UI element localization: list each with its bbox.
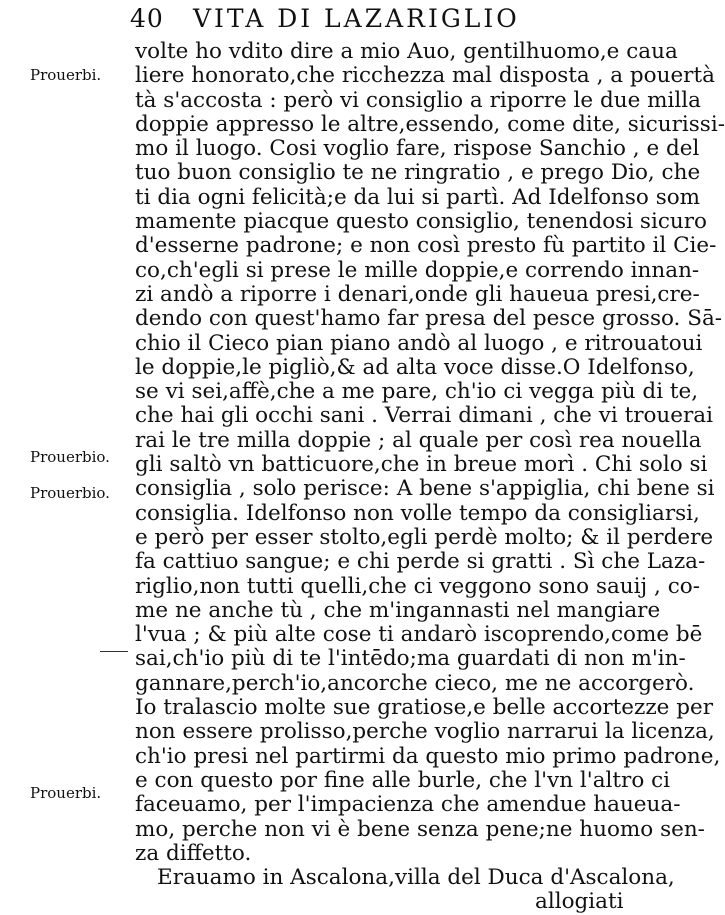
text-line: dendo con quest'hamo far presa del pesce grosso. Sā- <box>135 306 723 332</box>
text-line: riglio,non tutti quelli,che ci veggono sono sauij , co- <box>135 573 700 599</box>
text-line: sai,ch'io più di te l'intēdo;ma guardati di non m'in- <box>135 646 686 672</box>
page-header <box>130 4 570 40</box>
margin-note: Prouerbi. <box>30 784 102 802</box>
text-line: e però per esser stolto,egli perdè molto; & il perdere <box>135 524 714 550</box>
margin-note: Prouerbio. <box>30 484 110 502</box>
text-line: chio il Cieco pian piano andò al luogo , e ritrouatoui <box>135 330 703 356</box>
text-line: ch'io presi nel partirmi da questo mio primo padrone, <box>135 743 721 769</box>
text-line: rai le tre milla doppie ; al quale per così rea nouella <box>135 427 702 453</box>
text-line: tà s'accosta : però vi consiglio a riporre le due milla <box>135 87 701 113</box>
text-line: faceuamo, per l'impacienza che amendue haueua- <box>135 792 681 818</box>
text-line: le doppie,le pigliò,& ad alta voce disse.O Idelfonso, <box>135 354 695 380</box>
text-line: non essere prolisso,perche voglio narrarui la licenza, <box>135 719 715 745</box>
text-line: ti dia ogni felicità;e da lui si partì. Ad Idelfonso som <box>135 184 701 210</box>
text-line: e con questo por fine alle burle, che l'vn l'altro ci <box>135 767 671 793</box>
text-line: volte ho vdito dire a mio Auo, gentilhuomo,e caua <box>135 39 678 64</box>
text-line: d'esserne padrone; e non così presto fù partito il Cie- <box>135 233 717 259</box>
text-line: me ne anche tù , che m'ingannasti nel mangiare <box>135 597 661 623</box>
text-line: doppie appresso le altre,essendo, come dite, sicurissi- <box>135 111 725 137</box>
text-line: za diffetto. <box>135 840 252 866</box>
text-line: tuo buon consiglio te ne ringratio , e prego Dio, che <box>135 160 701 186</box>
catchword: allogiati <box>535 889 624 915</box>
text-line: Io tralascio molte sue gratiose,e belle accortezze per <box>135 695 714 721</box>
text-line: gli saltò vn batticuore,che in breue morì . Chi solo si <box>135 452 708 478</box>
text-line: che hai gli occhi sani . Verrai dimani , che vi trouerai <box>135 403 713 429</box>
running-title: VITA DI LAZARIGLIO <box>192 4 520 33</box>
margin-rule <box>100 651 128 652</box>
text-line: gannare,perch'io,ancorche cieco, me ne accorgerò. <box>135 670 695 696</box>
margin-note: Prouerbio. <box>30 448 110 466</box>
text-line: mamente piacque questo consiglio, tenendosi sicuro <box>135 209 707 235</box>
text-line: se vi sei,affè,che a me pare, ch'io ci vegga più di te, <box>135 379 699 405</box>
text-line: consiglia. Idelfonso non volle tempo da consigliarsi, <box>135 500 700 526</box>
text-line: mo il luogo. Cosi voglio fare, rispose Sanchio , e del <box>135 136 700 162</box>
text-line: Erauamo in Ascalona,villa del Duca d'Ascalona, <box>157 865 675 891</box>
margin-note: Prouerbi. <box>30 66 102 84</box>
text-line: mo, perche non vi è bene senza pene;ne huomo sen- <box>135 816 705 842</box>
text-line: liere honorato,che ricchezza mal disposta , a pouertà <box>135 63 715 89</box>
text-line: l'vua ; & più alte cose ti andarò iscoprendo,come bē <box>135 622 703 648</box>
text-line: zi andò a riporre i denari,onde gli haueua presi,cre- <box>135 281 700 307</box>
body-text <box>135 39 725 915</box>
text-line: fa cattiuo sangue; e chi perde si gratti . Sì che Laza- <box>135 549 706 575</box>
page-number: 40 <box>130 4 164 33</box>
text-line: co,ch'egli si prese le mille doppie,e correndo innan- <box>135 257 700 283</box>
text-line: consiglia , solo perisce: A bene s'appiglia, chi bene si <box>135 476 715 502</box>
